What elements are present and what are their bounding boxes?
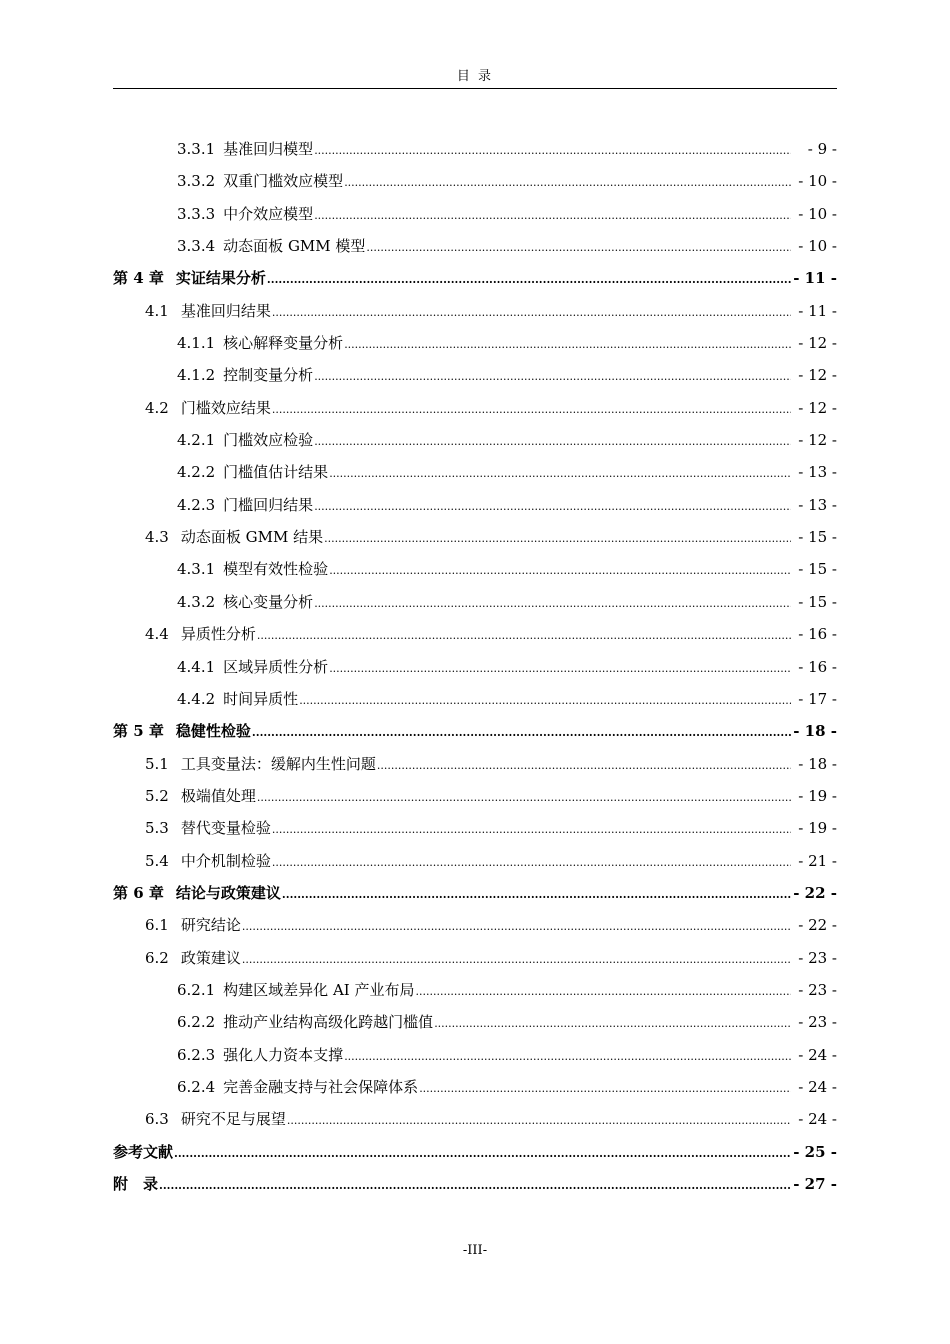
toc-entry-page: - 23 - — [798, 948, 837, 967]
toc-dot-leader — [314, 588, 791, 620]
toc-entry[interactable] — [113, 1168, 837, 1200]
toc-entry-page: - 24 - — [798, 1045, 837, 1064]
toc-entry-page: - 23 - — [798, 1013, 837, 1032]
toc-entry-number: 6.2.1 — [177, 980, 216, 999]
toc-entry[interactable] — [113, 651, 837, 683]
toc-entry[interactable] — [113, 489, 837, 521]
toc-dot-leader — [344, 167, 791, 199]
toc-dot-leader — [257, 782, 791, 814]
toc-dot-leader — [252, 717, 791, 749]
toc-dot-leader — [272, 847, 791, 879]
toc-entry-page: - 10 - — [798, 172, 837, 191]
toc-dot-leader — [329, 555, 791, 587]
toc-dot-leader — [287, 1105, 791, 1137]
toc-entry[interactable] — [113, 748, 837, 780]
toc-dot-leader — [242, 944, 791, 976]
toc-entry-title: 完善金融支持与社会保障体系 — [223, 1077, 419, 1096]
toc-entry-title: 附 录 — [113, 1175, 159, 1193]
toc-entry[interactable] — [113, 327, 837, 359]
toc-entry[interactable] — [113, 974, 837, 1006]
toc-dot-leader — [419, 1073, 791, 1105]
toc-entry-page: - 18 - — [798, 754, 837, 773]
toc-entry-title: 中介机制检验 — [180, 851, 271, 870]
toc-entry-page: - 15 - — [798, 592, 837, 611]
toc-entry-page: - 19 - — [798, 819, 837, 838]
toc-dot-leader — [344, 329, 791, 361]
toc-entry-number: 5.3 — [145, 819, 169, 838]
toc-entry-number: 4.3.2 — [177, 592, 216, 611]
toc-entry-page: - 12 - — [798, 334, 837, 353]
toc-entry-title: 结论与政策建议 — [175, 883, 281, 902]
toc-entry-number: 6.1 — [145, 916, 169, 935]
toc-entry-title: 基准回归结果 — [180, 301, 271, 320]
toc-entry-page: - 9 - — [807, 140, 837, 158]
toc-entry[interactable] — [113, 1006, 837, 1038]
toc-entry-title: 模型有效性检验 — [223, 560, 329, 579]
toc-entry-title: 实证结果分析 — [175, 269, 266, 288]
toc-entry[interactable] — [113, 165, 837, 197]
toc-entry-title: 异质性分析 — [180, 625, 256, 644]
toc-entry-page: - 23 - — [798, 980, 837, 999]
toc-entry[interactable] — [113, 133, 837, 165]
toc-entry-title: 研究结论 — [180, 916, 241, 935]
toc-entry-number: 3.3.3 — [177, 204, 216, 223]
toc-entry[interactable] — [113, 521, 837, 553]
toc-entry[interactable] — [113, 359, 837, 391]
toc-entry-title: 动态面板 GMM 模型 — [223, 237, 366, 256]
toc-entry-title: 参考文献 — [113, 1142, 174, 1161]
toc-entry-page: - 12 - — [798, 398, 837, 417]
toc-entry-title: 构建区域差异化 AI 产业布局 — [223, 980, 415, 999]
toc-entry-number: 5.4 — [145, 851, 169, 870]
toc-dot-leader — [344, 1041, 791, 1073]
toc-entry[interactable] — [113, 295, 837, 327]
toc-entry-title: 控制变量分析 — [223, 366, 314, 385]
toc-entry[interactable] — [113, 942, 837, 974]
toc-entry-title: 中介效应模型 — [223, 204, 314, 223]
toc-entry-page: - 11 - — [793, 269, 837, 288]
toc-entry-number: 3.3.1 — [177, 140, 216, 158]
toc-entry-page: - 21 - — [798, 851, 837, 870]
toc-entry-title: 门槛效应检验 — [223, 431, 314, 450]
toc-entry-number: 6.2 — [145, 948, 169, 967]
toc-entry-number: 第 6 章 — [113, 883, 164, 902]
toc-entry-page: - 22 - — [793, 883, 837, 902]
toc-dot-leader — [314, 135, 791, 167]
toc-entry[interactable] — [113, 780, 837, 812]
toc-dot-leader — [282, 879, 791, 911]
toc-dot-leader — [415, 976, 791, 1008]
toc-entry-number: 6.3 — [145, 1110, 169, 1129]
table-of-contents — [113, 133, 837, 1200]
toc-entry-title: 工具变量法：缓解内生性问题 — [180, 754, 376, 773]
toc-entry-title: 基准回归模型 — [223, 140, 314, 158]
toc-entry-page: - 12 - — [798, 431, 837, 450]
toc-entry-page: - 16 - — [798, 625, 837, 644]
toc-entry-title: 核心变量分析 — [223, 592, 314, 611]
toc-entry-page: - 24 - — [798, 1110, 837, 1129]
toc-entry-title: 门槛效应结果 — [180, 398, 271, 417]
toc-dot-leader — [257, 620, 791, 652]
toc-entry[interactable] — [113, 230, 837, 262]
toc-entry-title: 研究不足与展望 — [180, 1110, 286, 1129]
toc-entry[interactable] — [113, 424, 837, 456]
page-number: -III- — [462, 1243, 488, 1258]
toc-entry-page: - 15 - — [798, 528, 837, 547]
toc-entry-page: - 16 - — [798, 657, 837, 676]
toc-entry-title: 区域异质性分析 — [223, 657, 329, 676]
toc-entry[interactable] — [113, 586, 837, 618]
toc-entry[interactable] — [113, 715, 837, 747]
toc-entry-page: - 13 - — [798, 495, 837, 514]
toc-entry-number: 4.2.1 — [177, 431, 216, 450]
toc-entry[interactable] — [113, 198, 837, 230]
toc-dot-leader — [174, 1138, 791, 1170]
toc-entry-number: 4.1.2 — [177, 366, 216, 385]
toc-dot-leader — [434, 1008, 791, 1040]
toc-entry-title: 政策建议 — [180, 948, 241, 967]
toc-entry[interactable] — [113, 618, 837, 650]
toc-entry-number: 4.2 — [145, 398, 169, 417]
toc-dot-leader — [314, 361, 791, 393]
toc-entry[interactable] — [113, 877, 837, 909]
toc-dot-leader — [377, 750, 791, 782]
toc-entry-number: 第 5 章 — [113, 722, 164, 741]
toc-entry-number: 3.3.4 — [177, 237, 216, 256]
toc-entry-page: - 12 - — [798, 366, 837, 385]
toc-entry-page: - 10 - — [798, 237, 837, 256]
toc-dot-leader — [314, 426, 791, 458]
toc-entry-title: 替代变量检验 — [180, 819, 271, 838]
toc-entry-title: 时间异质性 — [223, 689, 299, 708]
page-header — [113, 66, 837, 89]
toc-dot-leader — [272, 297, 791, 329]
toc-entry-number: 3.3.2 — [177, 172, 216, 191]
toc-entry-number: 6.2.4 — [177, 1077, 216, 1096]
toc-entry-number: 4.4.1 — [177, 657, 216, 676]
toc-entry-number: 5.2 — [145, 786, 169, 805]
toc-dot-leader — [329, 458, 791, 490]
toc-entry[interactable] — [113, 392, 837, 424]
toc-entry-page: - 17 - — [798, 689, 837, 708]
toc-entry[interactable] — [113, 553, 837, 585]
toc-entry[interactable] — [113, 262, 837, 294]
toc-dot-leader — [314, 200, 791, 232]
toc-entry-page: - 11 - — [798, 301, 837, 320]
toc-entry-page: - 22 - — [798, 916, 837, 935]
toc-dot-leader — [242, 911, 791, 943]
toc-entry-number: 4.4 — [145, 625, 169, 644]
toc-entry[interactable] — [113, 1103, 837, 1135]
toc-dot-leader — [329, 653, 791, 685]
toc-entry-title: 强化人力资本支撑 — [223, 1045, 344, 1064]
toc-entry-number: 6.2.3 — [177, 1045, 216, 1064]
toc-entry[interactable] — [113, 1136, 837, 1168]
toc-entry-title: 动态面板 GMM 结果 — [180, 528, 324, 547]
toc-entry-number: 第 4 章 — [113, 269, 164, 288]
toc-dot-leader — [324, 523, 791, 555]
toc-entry-title: 推动产业结构高级化跨越门槛值 — [223, 1013, 434, 1032]
toc-entry-number: 4.1 — [145, 301, 169, 320]
toc-entry-number: 4.2.2 — [177, 463, 216, 482]
toc-entry-page: - 27 - — [793, 1175, 837, 1193]
toc-entry-title: 极端值处理 — [180, 786, 256, 805]
toc-entry[interactable] — [113, 456, 837, 488]
toc-entry-page: - 13 - — [798, 463, 837, 482]
toc-entry[interactable] — [113, 845, 837, 877]
toc-entry-number: 6.2.2 — [177, 1013, 216, 1032]
toc-entry-number: 4.2.3 — [177, 495, 216, 514]
toc-entry-page: - 10 - — [798, 204, 837, 223]
toc-entry[interactable] — [113, 812, 837, 844]
toc-dot-leader — [159, 1170, 791, 1202]
toc-entry-page: - 15 - — [798, 560, 837, 579]
toc-entry[interactable] — [113, 1071, 837, 1103]
toc-entry-number: 4.4.2 — [177, 689, 216, 708]
toc-entry-page: - 25 - — [793, 1142, 837, 1161]
toc-entry-page: - 24 - — [798, 1077, 837, 1096]
header-title: 目 录 — [456, 69, 494, 84]
toc-entry-number: 5.1 — [145, 754, 169, 773]
toc-entry-title: 门槛值估计结果 — [223, 463, 329, 482]
toc-entry-title: 核心解释变量分析 — [223, 334, 344, 353]
toc-entry-number: 4.1.1 — [177, 334, 216, 353]
toc-entry-number: 4.3 — [145, 528, 169, 547]
toc-dot-leader — [267, 264, 791, 296]
toc-entry-title: 双重门槛效应模型 — [223, 172, 344, 191]
toc-entry[interactable] — [113, 909, 837, 941]
toc-entry[interactable] — [113, 683, 837, 715]
toc-entry[interactable] — [113, 1039, 837, 1071]
toc-entry-page: - 19 - — [798, 786, 837, 805]
toc-entry-number: 4.3.1 — [177, 560, 216, 579]
toc-dot-leader — [366, 232, 791, 264]
toc-entry-title: 稳健性检验 — [175, 722, 251, 741]
toc-entry-page: - 18 - — [793, 722, 837, 741]
toc-dot-leader — [272, 394, 791, 426]
toc-dot-leader — [299, 685, 791, 717]
page-footer — [0, 1243, 950, 1258]
toc-dot-leader — [272, 814, 791, 846]
toc-dot-leader — [314, 491, 791, 523]
toc-entry-title: 门槛回归结果 — [223, 495, 314, 514]
